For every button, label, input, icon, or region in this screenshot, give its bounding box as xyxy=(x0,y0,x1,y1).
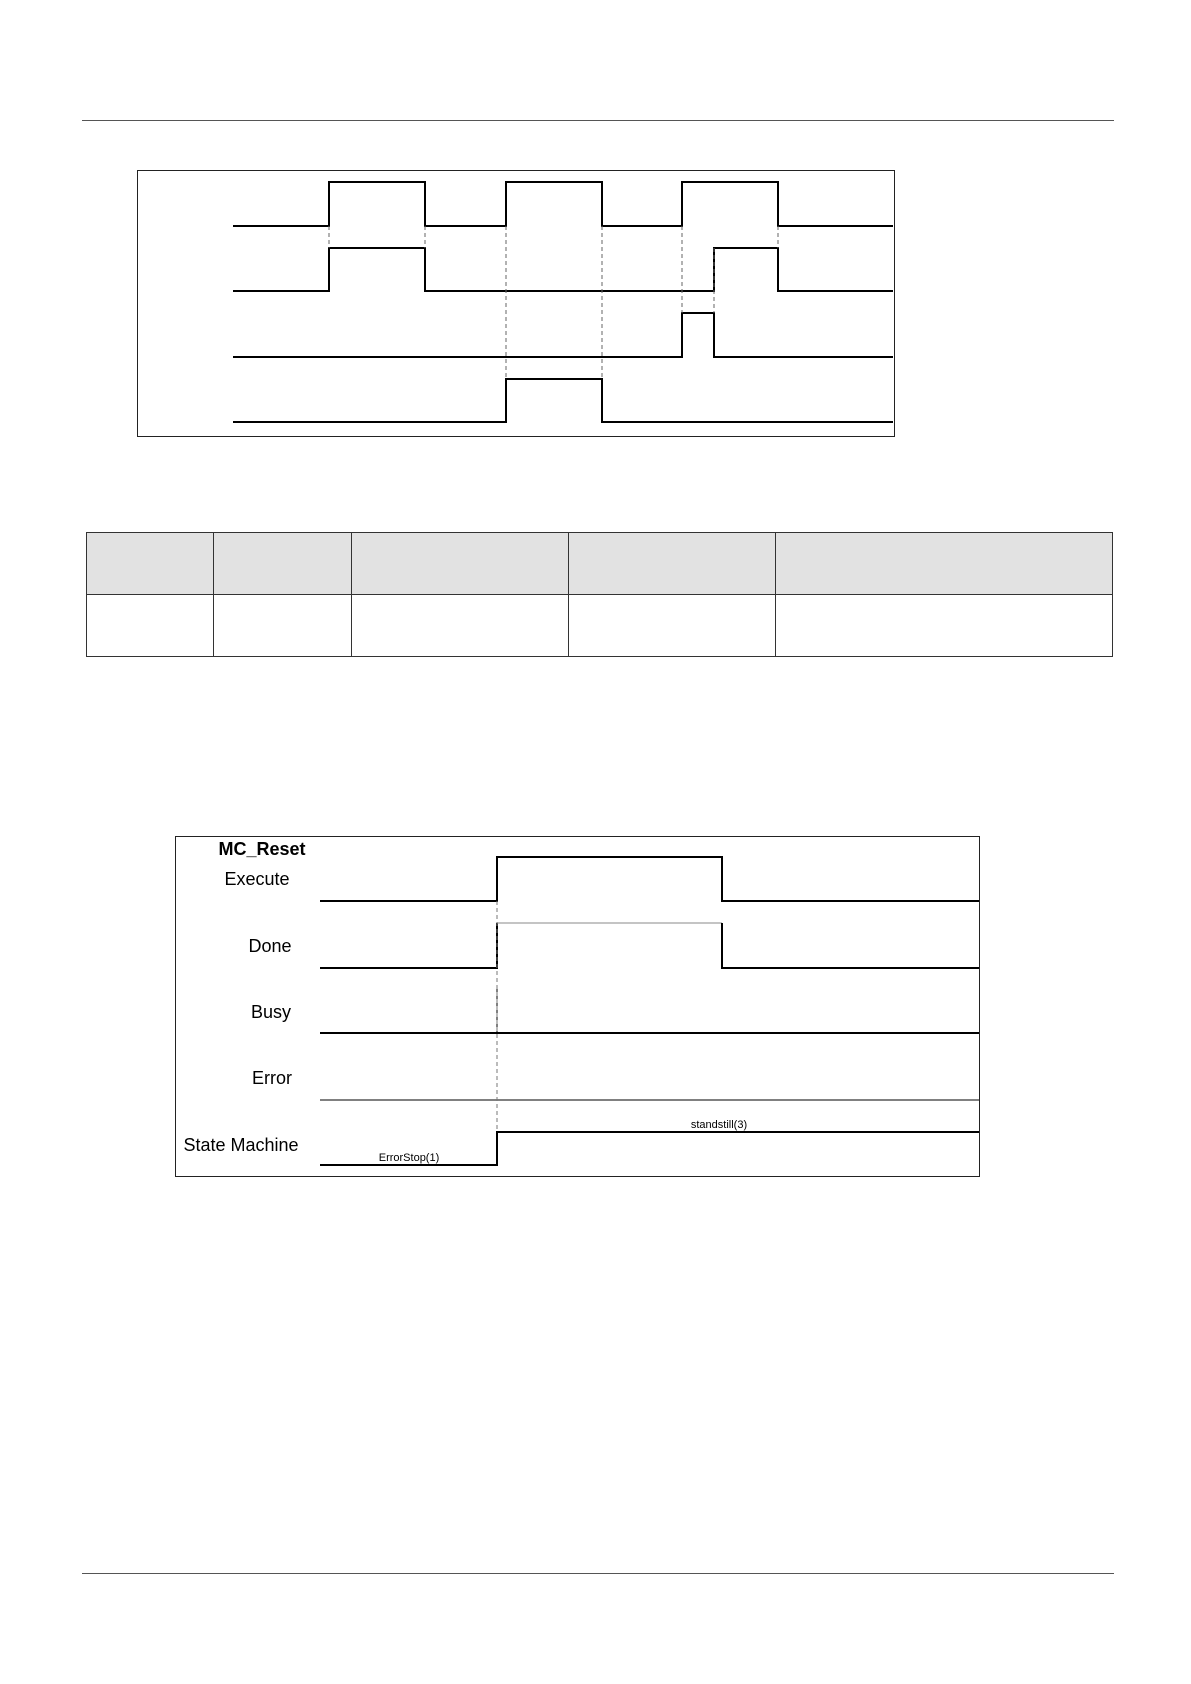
signal-label-done: Done xyxy=(248,936,292,956)
trace-done-fall xyxy=(722,923,979,968)
state-label-after: standstill(3) xyxy=(690,1119,748,1131)
signal-label-execute: Execute xyxy=(224,869,290,889)
trace-done-low xyxy=(320,923,497,968)
diagram-frame xyxy=(176,837,980,1177)
state-label-before: ErrorStop(1) xyxy=(378,1152,440,1164)
signal-label-error: Error xyxy=(252,1068,292,1088)
footer-rule xyxy=(82,1573,1114,1574)
diagram-title: MC_Reset xyxy=(218,839,306,859)
signal-label-state-machine: State Machine xyxy=(183,1135,299,1155)
signal-label-busy: Busy xyxy=(250,1002,292,1022)
trace-execute xyxy=(320,857,979,901)
